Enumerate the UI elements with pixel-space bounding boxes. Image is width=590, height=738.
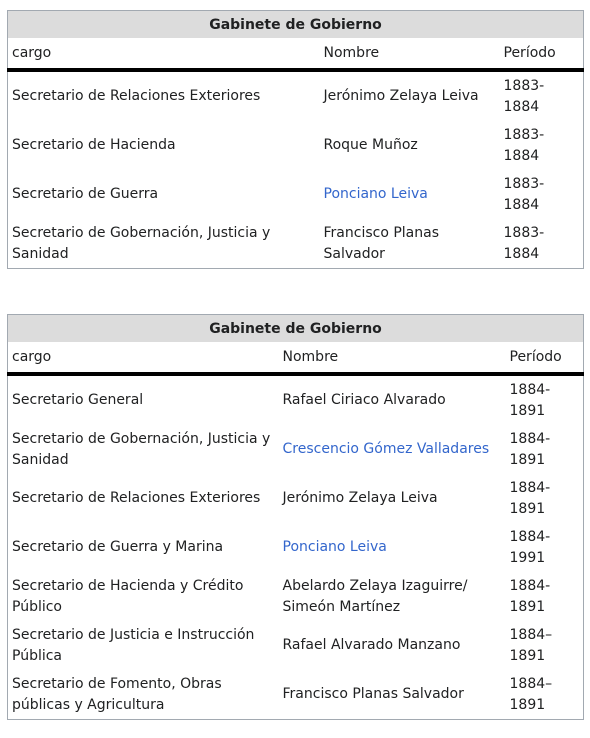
nombre-cell xyxy=(279,523,506,572)
cabinet-table-1 xyxy=(7,10,584,269)
table-title: Gabinete de Gobierno xyxy=(8,11,584,39)
header-row xyxy=(8,38,584,70)
table-row xyxy=(8,474,584,523)
periodo-cell: 1884-1891 xyxy=(509,430,551,468)
periodo-cell: 1883-1884 xyxy=(503,224,545,262)
periodo-cell: 1883-1884 xyxy=(503,77,545,115)
column-header-periodo: Período xyxy=(500,38,584,70)
nombre-cell: Jerónimo Zelaya Leiva xyxy=(282,490,438,506)
periodo-cell: 1884-1891 xyxy=(509,381,551,419)
table-row xyxy=(8,523,584,572)
nombre-cell: Roque Muñoz xyxy=(323,137,418,153)
periodo-cell: 1883-1884 xyxy=(503,126,545,164)
periodo-cell: 1883-1884 xyxy=(503,175,545,213)
table-body xyxy=(8,70,584,269)
nombre-cell xyxy=(279,425,506,474)
periodo-cell: 1884-1991 xyxy=(509,528,551,566)
column-header-cargo: cargo xyxy=(8,38,320,70)
nombre-cell: Rafael Alvarado Manzano xyxy=(282,637,461,653)
person-link[interactable]: Ponciano Leiva xyxy=(282,539,387,555)
cargo-cell: Secretario de Relaciones Exteriores xyxy=(12,490,261,506)
table-row xyxy=(8,572,584,621)
person-link[interactable]: Crescencio Gómez Valladares xyxy=(282,441,490,457)
cargo-cell: Secretario de Hacienda y Crédito Público xyxy=(12,577,244,615)
table-row xyxy=(8,121,584,170)
table-row xyxy=(8,70,584,121)
cargo-cell: Secretario de Fomento, Obras públicas y Agricultura xyxy=(12,675,222,713)
column-header-nombre: Nombre xyxy=(320,38,500,70)
cargo-cell: Secretario de Guerra y Marina xyxy=(12,539,224,555)
column-header-periodo: Período xyxy=(506,342,584,374)
table-row xyxy=(8,621,584,670)
periodo-cell: 1884–1891 xyxy=(509,675,553,713)
table-body xyxy=(8,374,584,720)
header-row xyxy=(8,342,584,374)
nombre-cell: Abelardo Zelaya Izaguirre/ Simeón Martínez xyxy=(282,577,468,615)
nombre-cell: Francisco Planas Salvador xyxy=(323,224,439,262)
cargo-cell: Secretario de Justicia e Instrucción Pública xyxy=(12,626,255,664)
column-header-nombre: Nombre xyxy=(279,342,506,374)
person-link[interactable]: Ponciano Leiva xyxy=(323,186,428,202)
cargo-cell: Secretario de Hacienda xyxy=(12,137,176,153)
cargo-cell: Secretario de Gobernación, Justicia y Sanidad xyxy=(12,430,271,468)
table-row xyxy=(8,374,584,425)
table-row xyxy=(8,170,584,219)
cargo-cell: Secretario de Guerra xyxy=(12,186,159,202)
nombre-cell xyxy=(320,170,500,219)
cargo-cell: Secretario General xyxy=(12,392,144,408)
column-header-cargo: cargo xyxy=(8,342,279,374)
nombre-cell: Francisco Planas Salvador xyxy=(282,686,464,702)
table-row xyxy=(8,219,584,269)
cargo-cell: Secretario de Gobernación, Justicia y Sanidad xyxy=(12,224,271,262)
nombre-cell: Jerónimo Zelaya Leiva xyxy=(323,88,479,104)
cargo-cell: Secretario de Relaciones Exteriores xyxy=(12,88,261,104)
table-row xyxy=(8,670,584,720)
table-title: Gabinete de Gobierno xyxy=(8,315,584,343)
periodo-cell: 1884–1891 xyxy=(509,626,553,664)
periodo-cell: 1884-1891 xyxy=(509,577,551,615)
periodo-cell: 1884-1891 xyxy=(509,479,551,517)
nombre-cell: Rafael Ciriaco Alvarado xyxy=(282,392,446,408)
table-row xyxy=(8,425,584,474)
cabinet-table-2 xyxy=(7,314,584,720)
